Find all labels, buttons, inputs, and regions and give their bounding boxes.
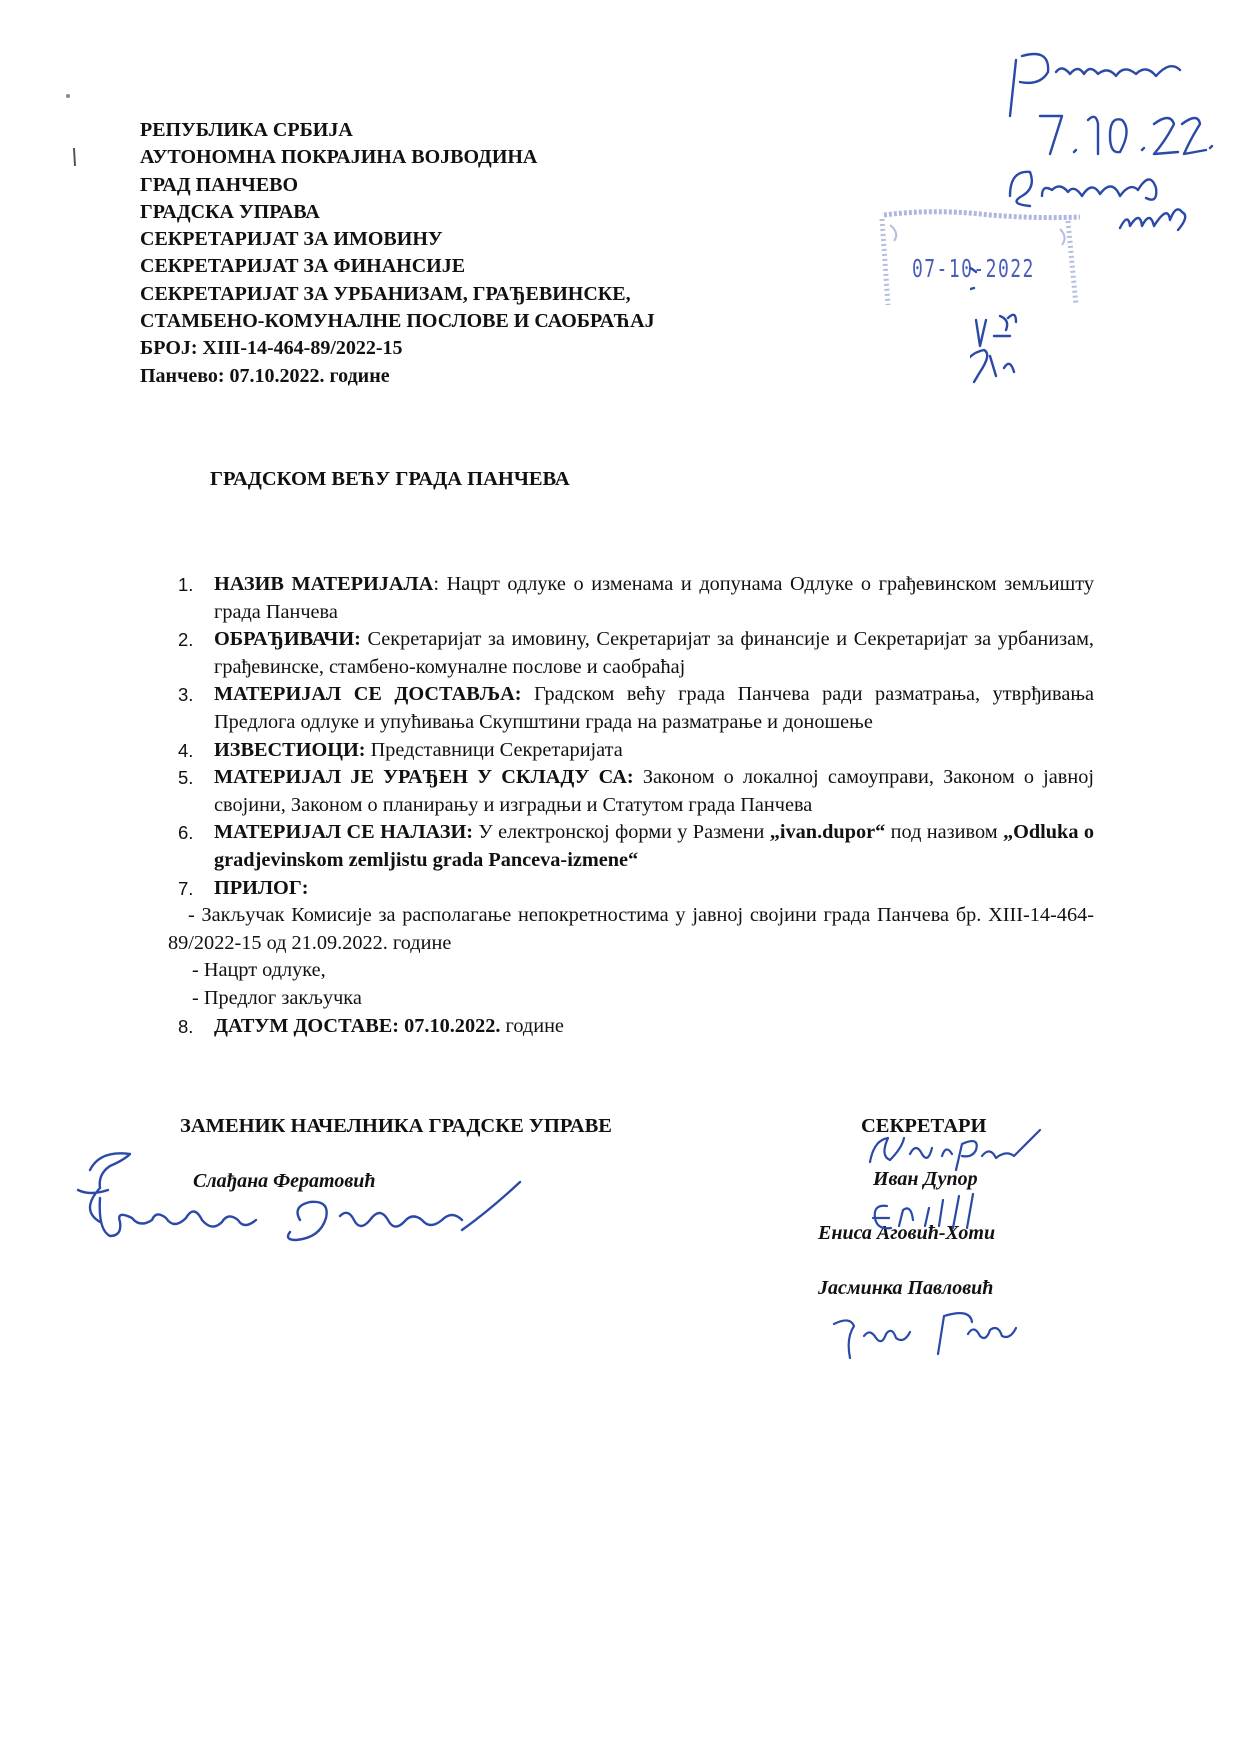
deputy-name: Слађана Ферaтовић — [193, 1170, 376, 1192]
item-label: МАТЕРИЈАЛ СЕ ДОСТАВЉА: — [214, 683, 522, 706]
item-text: Представници Секретаријата — [365, 738, 623, 761]
addressee: ГРАДСКОМ ВЕЋУ ГРАДА ПАНЧЕВА — [210, 468, 570, 490]
signature-agovic — [855, 1190, 1005, 1250]
item-number: 2. — [178, 629, 194, 651]
item-label: МАТЕРИЈАЛ СЕ НАЛАЗИ: — [214, 821, 473, 844]
signature-dupor — [850, 1120, 1050, 1180]
item-label: МАТЕРИЈАЛ ЈЕ УРАЂЕН У СКЛАДУ СА: — [214, 766, 634, 789]
attachment-conclusion: - Закључак Комисије за располагање непокретностима у јавној својини града Панчева бр. XIII-14-464-89/2022-15 од 21.09.2022. године — [168, 904, 1094, 954]
item-number: 6. — [178, 822, 194, 844]
header-line-secretariat-finance: СЕКРЕТАРИЈАТ ЗА ФИНАНСИЈЕ — [140, 255, 466, 278]
secretary-name: Иван Дупор — [873, 1168, 978, 1190]
signature-pavlovic — [820, 1300, 1040, 1370]
header-line-secretariat-urbanism-2: СТАМБЕНО-КОМУНАЛНЕ ПОСЛОВЕ И САОБРАЋАЈ — [140, 310, 655, 333]
reference-number: БРОЈ: XIII-14-464-89/2022-15 — [140, 337, 403, 360]
secretaries-title: СЕКРЕТАРИ — [861, 1115, 987, 1137]
item-text: године — [500, 1014, 564, 1037]
list-item — [178, 571, 1094, 626]
list-item — [178, 819, 1094, 874]
item-number: 4. — [178, 739, 194, 761]
list-item — [178, 875, 1094, 903]
deputy-title: ЗАМЕНИК НАЧЕЛНИКА ГРАДСКЕ УПРАВЕ — [180, 1115, 612, 1137]
list-item — [178, 1013, 1094, 1041]
attachment-proposal: - Предлог закључка — [192, 986, 362, 1009]
item-text-2: под називом — [885, 821, 1003, 844]
item-number: 3. — [178, 684, 194, 706]
item-label: ДАТУМ ДОСТАВЕ: 07.10.2022. — [214, 1014, 501, 1037]
document-date: Панчево: 07.10.2022. године — [140, 364, 390, 387]
scan-marks — [62, 90, 82, 170]
item-label: ОБРАЂИВАЧИ: — [214, 628, 361, 651]
stamp-date: 07-10-2022 — [912, 254, 1035, 283]
handwritten-receipt-note — [970, 20, 1220, 440]
item-label: ПРИЛОГ: — [214, 876, 309, 899]
header-line-city: ГРАД ПАНЧЕВО — [140, 173, 299, 196]
item-text: Градском већу града Панчева ради разматрања, утврђивања Предлога одлуке и упућивања Скупштини града на разматрање и доношење — [214, 683, 1094, 733]
header-line-secretariat-urbanism: СЕКРЕТАРИЈАТ ЗА УРБАНИЗАМ, ГРАЂЕВИНСКЕ, — [140, 282, 631, 305]
item-text: Секретаријат за имовину, Секретаријат за финансије и Секретаријат за урбанизам, грађевинске, стамбено-комуналне послове и саобраћај — [214, 628, 1094, 678]
attachment-draft: - Нацрт одлуке, — [192, 959, 326, 982]
list-item — [178, 681, 1094, 736]
header-line-secretariat-property: СЕКРЕТАРИЈАТ ЗА ИМОВИНУ — [140, 228, 443, 251]
item-label: НАЗИВ МАТЕРИЈАЛА — [214, 573, 434, 595]
item-text: : Нацрт одлуке о изменама и допунама Одлуке о грађевинском земљишту града Панчева — [214, 573, 1095, 623]
item-number: 5. — [178, 767, 194, 789]
header-line-administration: ГРАДСКА УПРАВА — [140, 200, 320, 223]
file-name: „Odluka o gradjevinskom zemljistu grada Panceva-izmene“ — [214, 821, 1094, 871]
list-item — [178, 764, 1094, 819]
item-number: 1. — [178, 574, 194, 595]
deputy-signature — [70, 1140, 530, 1250]
item-text: У електронској форми у Размени — [473, 821, 770, 844]
header-line-country: РЕПУБЛИКА СРБИЈА — [140, 119, 353, 141]
item-label: ИЗВЕСТИОЦИ: — [214, 738, 366, 761]
material-list — [168, 571, 1095, 1040]
list-item — [178, 737, 1094, 765]
item-text: Законом о локалној самоуправи, Законом о јавној својини, Законом о планирању и изградњи и Статутом града Панчева — [214, 766, 1094, 816]
sender-header — [140, 117, 655, 390]
exchange-folder: „ivan.dupor“ — [769, 821, 886, 844]
secretary-name: Јасминка Павловић — [818, 1277, 994, 1299]
list-item — [178, 626, 1094, 681]
secretary-name: Eниса Аговић-Хоти — [818, 1222, 996, 1244]
item-number: 7. — [178, 877, 194, 899]
item-number: 8. — [178, 1015, 194, 1037]
header-line-province: АУТОНОМНА ПОКРАЈИНА ВОЈВОДИНА — [140, 146, 538, 169]
